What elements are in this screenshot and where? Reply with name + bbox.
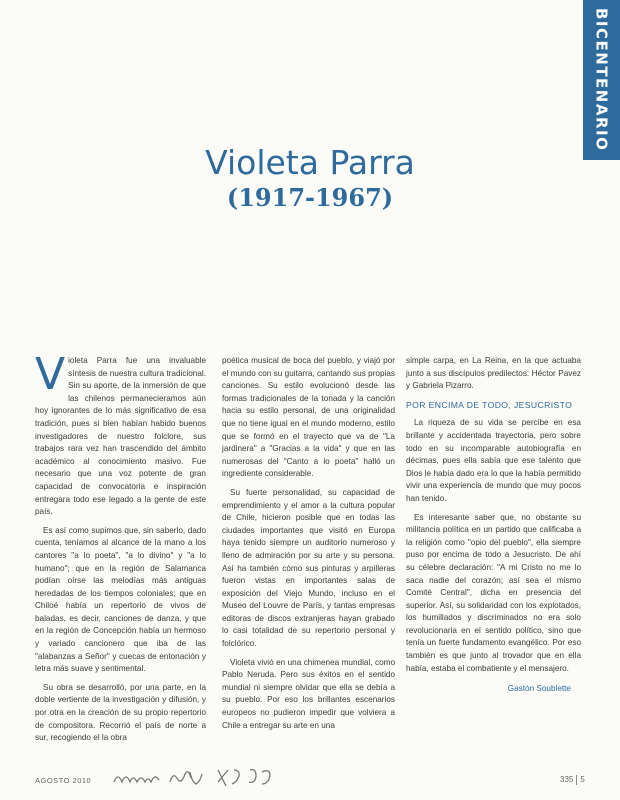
section-tab-label: BICENTENARIO: [592, 8, 611, 152]
paragraph: Es interesante saber que, no obstante su militancia política en un partido que calificaba a la religión como "opio del pueblo", ella siempre puso por encima de todo a Jesucristo. De ahí su célebre declaración: "A mi Cristo no me lo saca nadie del corazón; así sea el mismo Comité Central", dicha en presencia del superior. Así, su solidaridad con los explotados, los humillados y discriminados no era solo revolucionaria en el sentido político, sino que tenía un fuerte fundamento evangélico. Por eso también es que junto al trovador que en ella había, estaba el combatiente y el mensajero.: [406, 512, 581, 673]
page-separator: [576, 775, 577, 785]
handwritten-annotation: [110, 762, 280, 792]
author-signature: Gastón Soublette: [507, 684, 571, 694]
section-tab: [583, 0, 620, 160]
paragraph: Violeta vivió en una chimenea mundial, como Pablo Neruda. Pero sus éxitos en el sentido mundial ni siempre olvidar que ella se debía a su pueblo. Por eso los brillantes escenarios europeos no pudieron impedir que volviera a Chile a entregar su arte en una: [222, 657, 395, 730]
paragraph: Su obra se desarrolló, por una parte, en la doble vertiente de la investigación y difusión, y por otra en la creación de su propio repertorio de compositora. Recorrió el país de norte a sur, recogiendo el la obra: [35, 682, 206, 743]
paragraph: [35, 349, 206, 519]
article-subtitle: (1917-1967): [226, 183, 394, 212]
column-2: [222, 355, 395, 738]
dropcap: V: [35, 349, 66, 400]
paragraph: Su fuerte personalidad, su capacidad de emprendimiento y el amor a la cultura popular de Chile, hicieron posible que en todas las ciudades importantes que visitó en Europa haya tenido siempre un auditorio numeroso y lleno de admiración por su arte y su persona. Así ha también cómo sus pinturas y arpilleras fueron vistas en importantes salas de exposición del Viejo Mundo, incluso en el Museo del Louvre de París, y tantas empresas editoras de discos extranjeras hayan grabado lo casi totalidad de su repertorio personal y folclórico.: [222, 487, 395, 649]
page-number: [560, 775, 585, 785]
section-heading: POR ENCIMA DE TODO, JESUCRISTO: [406, 399, 573, 410]
paragraph: simple carpa, en La Reina, en la que actuaba junto a sus discípulos predilectos: Héctor Pavez y Gabriela Pizarro.: [406, 356, 581, 391]
page-number-a: 335: [560, 775, 574, 785]
handwriting-icon: [110, 762, 280, 792]
page-number-b: 5: [580, 775, 585, 785]
paragraph: poética musical de boca del pueblo, y viajó por el mundo con su guitarra, cantando sus propias canciones. Su estilo evolucionó desde las formas tradicionales de la tonada y la canción hacia su estilo personal, de una originalidad que no tiene igual en el mundo moderno, estilo que se formó en el trayecto que va de "La jardinera" a "Gracias a la vida" y que en las numerosas del "Canto a lo poeta" halló un ingrediente considerable.: [222, 356, 395, 479]
column-1: [35, 349, 206, 751]
issue-date: AGOSTO 2010: [35, 776, 92, 785]
paragraph: Es así como supimos que, sin saberlo, dado cuenta, teníamos al alcance de la mano a los cantores "a lo poeta", "a lo divino" y "a lo humano"; que en la región de Salamanca podían oírse las melodías más antiguas heredadas de los tiempos coloniales; que en Chiloé había un repertorio de vivos de baladas, es decir, canciones de danza, y que en la región de Concepción había un hermoso y variado cancionero que iba de las "alabanzas a Señor" y cuecas de entonación y letra más suave y sentimental.: [35, 525, 206, 674]
article-title: Violeta Parra: [205, 143, 415, 182]
paragraph-text: ioleta Parra fue una invaluable síntesis de nuestra cultura tradicional. Sin su aporte, de la inmersión de que las chilenos permanecieramos aún hoy ignorantes de lo más significativo de esa tradición, pues si bien habían habido buenos investigadores de nuestro folclore, sus trabajos rara vez han trascendido del ámbito académico al conocimiento masivo. Fue necesario que una voz potente de gran capacidad de convocatoria e inspiración entregara todo ese legado a la gente de este país.: [35, 356, 206, 517]
column-3: [406, 355, 581, 696]
paragraph: La riqueza de su vida se percibe en esa brillante y accidentada trayectoria, pero sobre todo en su incomparable autobiografía en décimas, pues ella sabía que ese talento que Dios le había dado era lo que la había permitido vivir una experiencia de mundo que muy pocos han tenido.: [406, 418, 581, 503]
